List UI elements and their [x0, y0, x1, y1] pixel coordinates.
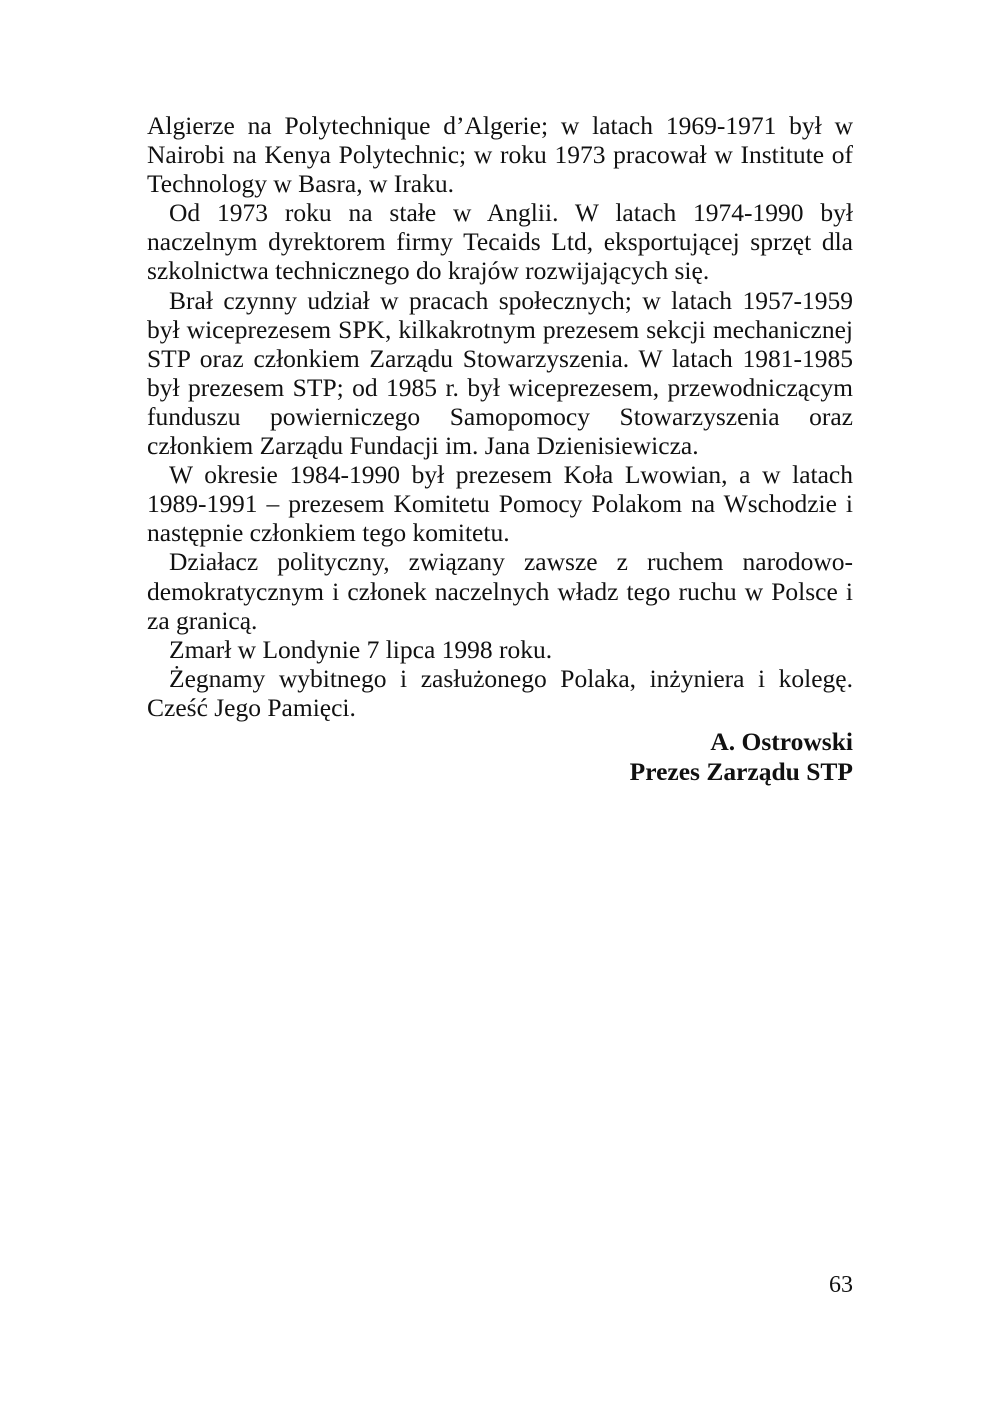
page-number: 63 — [829, 1272, 853, 1298]
paragraph-4: W okresie 1984-1990 był prezesem Koła Lwowian, a w latach 1989-1991 – prezesem Komitetu Pomocy Polakom na Wschodzie i następnie członkiem tego komitetu. — [147, 460, 853, 548]
paragraph-7: Żegnamy wybitnego i zasłużonego Polaka, inżyniera i kolegę. Cześć Jego Pamięci. — [147, 663, 853, 722]
signature-title: Prezes Zarządu STP — [629, 756, 853, 786]
signature-name: A. Ostrowski — [710, 726, 853, 756]
paragraph-2: Od 1973 roku na stałe w Anglii. W latach 1974-1990 był naczelnym dyrektorem firmy Tecaids Ltd, eksportującej sprzęt dla szkolnictwa technicznego do krajów rozwijających się. — [147, 198, 853, 286]
paragraph-3: Brał czynny udział w pracach społecznych; w latach 1957-1959 był wiceprezesem SPK, kilkakrotnym prezesem sekcji mechanicznej STP oraz członkiem Zarządu Stowarzyszenia. W latach 1981-1985 był prezesem STP; od 1985 r. był wiceprezesem, przewodniczącym funduszu powierniczego Samopomocy Stowarzyszenia oraz członkiem Zarządu Fundacji im. Jana Dzienisiewicza. — [147, 285, 853, 461]
paragraph-1: Algierze na Polytechnique d’Algerie; w latach 1969-1971 był w Nairobi na Kenya Polytechnic; w roku 1973 pracował w Institute of Technology w Basra, w Iraku. — [147, 111, 853, 199]
paragraph-5: Działacz polityczny, związany zawsze z ruchem narodowo-demokratycznym i członek naczelnych władz tego ruchu w Polsce i za granicą. — [147, 547, 853, 635]
document-page — [147, 111, 853, 787]
paragraph-6: Zmarł w Londynie 7 lipca 1998 roku. — [169, 634, 553, 664]
signature-block — [147, 727, 853, 787]
